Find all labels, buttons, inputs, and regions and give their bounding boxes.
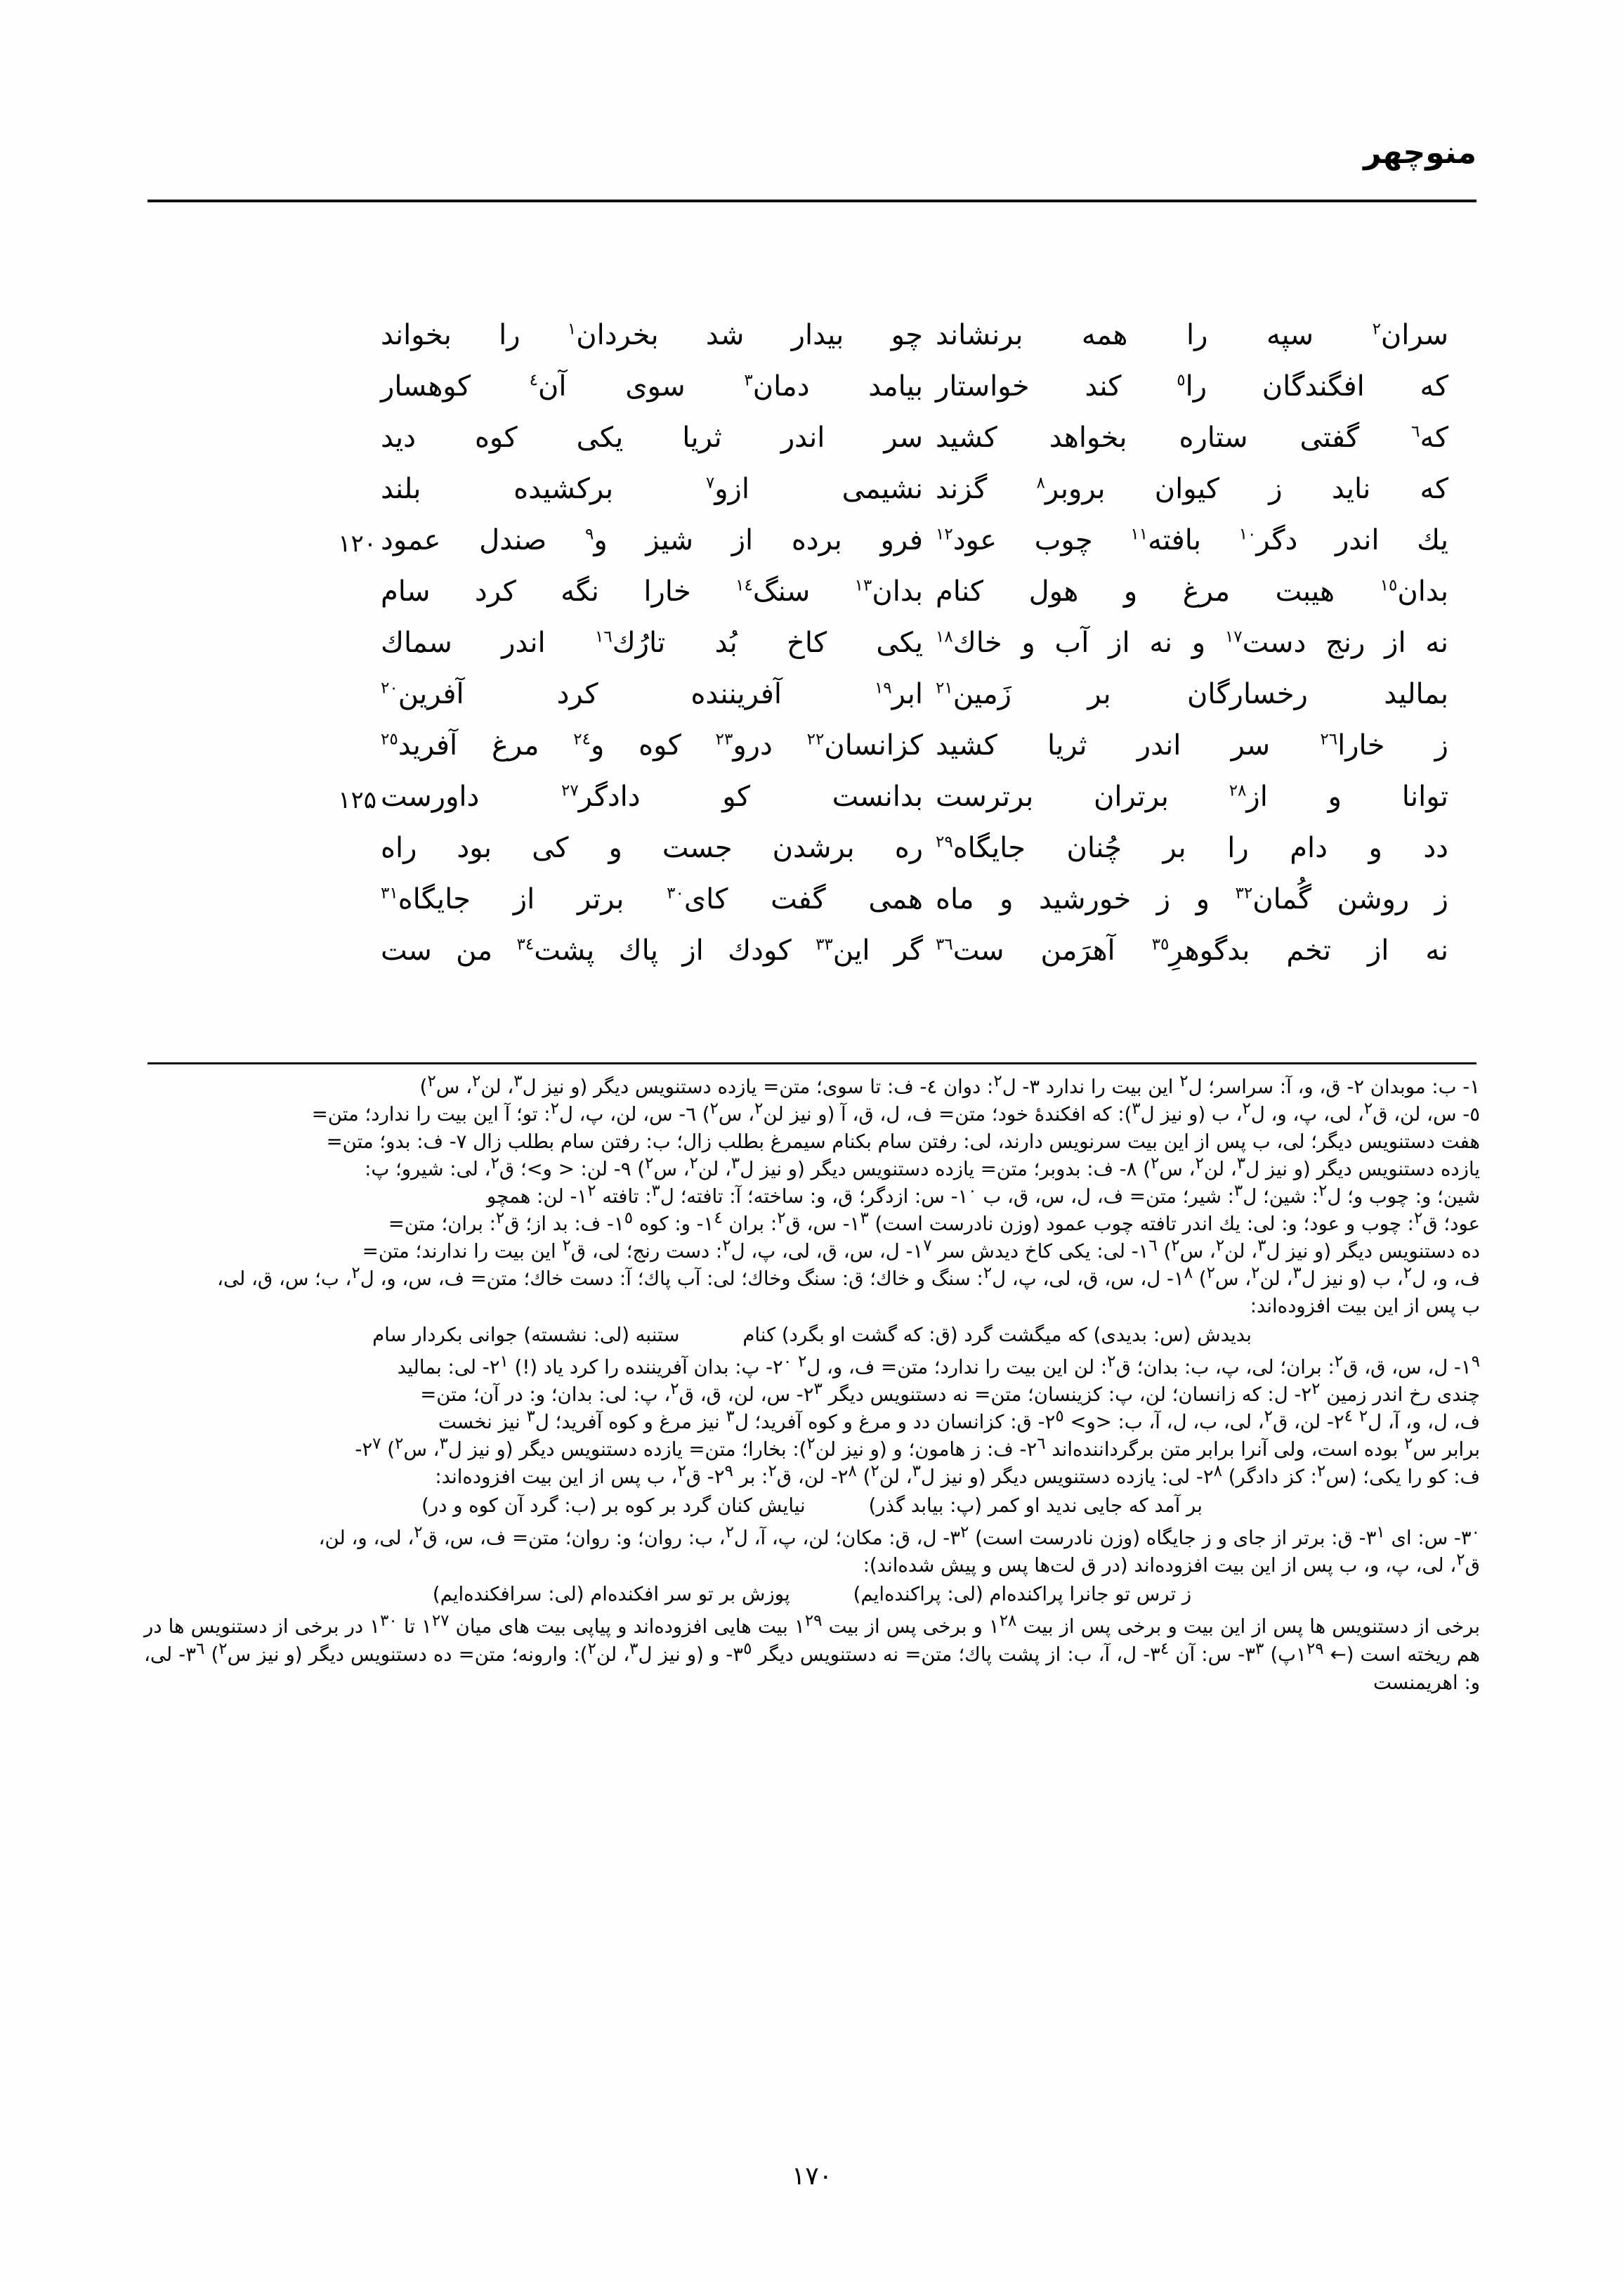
verse-line-number <box>313 318 381 325</box>
folio-number: ۱۷۰ <box>791 2162 832 2191</box>
apparatus-note-line: ف، ل، و، آ، ل$^٢$ ٢$^٤$- لن، ق$^٢$، لی، ب، ل، آ، ب: <و> ٢$^٥$- ق: کزانسان دد و مرغ و کوه آفرید؛ ل$^٣$ نیز مرغ و کوه آفرید؛ ل$^٣$ نیز نخست <box>438 1407 1480 1433</box>
verse-line-number <box>313 933 381 940</box>
variant-hemistich-left: بر آمد که جایی ندید او کمر (پ: بیابد گذر) <box>868 1494 1203 1517</box>
verse-couplet <box>148 625 1476 677</box>
apparatus-closing-note: برخی از دستنویس ها پس از این بیت و برخی پس از بیت ١$^{٢٨}$ و برخی پس از بیت ١$^{٢٩}$ بیت هایی افزوده‌اند و پیاپی بیت های میان ١$^{٢٧}$ تا ١$^{٣٠}$ در برخی از دستنویس ها در هم ریخته است (← ١$^{٢٩}$پ) ٣$^٣$- س: آن ٣$^٤$- ل، آ، ب: از پشت پاك؛ متن= نه دستنویس دیگر ٣$^٥$- و (و نیز ل$^٣$، لن$^٢$): وارونه؛ متن= ده دستنویس دیگر (و نیز س$^٢$) ٣$^٦$- لی، و: اهریمنست <box>144 1611 1480 1694</box>
variant-hemistich-left: ز ترس تو جانرا پراکنده‌ام (لی: پراکنده‌ایم) <box>853 1583 1192 1605</box>
hemistich-left: که افگندگان را$^٥$ کند خواستار <box>936 370 1448 403</box>
apparatus-note-line: ق$^٢$، لی، پ، و، ب پس از این بیت افزوده‌اند (در ق لت‌ها پس و پیش شده‌اند): <box>863 1550 1480 1577</box>
verse-couplet <box>148 369 1476 420</box>
verse-couplet <box>148 318 1476 369</box>
hemistich-right: ابر$^{١٩}$ آفریننده کرد آفرین$^{٢٠}$ <box>381 678 923 710</box>
apparatus-variant-couplet <box>144 1320 1480 1354</box>
hemistich-right: کزانسان$^{٢٢}$ درو$^{٢٣}$ کوه و$^{٢٤}$ مرغ آفرید$^{٢٥}$ <box>381 729 923 762</box>
hemistich-left: که ناید ز کیوان بروبر$^٨$ گزند <box>936 473 1448 505</box>
running-head-rule <box>148 200 1476 202</box>
apparatus-note-line: شین؛ و: چوب و؛ ل$^٢$: شین؛ ل$^٣$: شیر؛ متن= ف، ل، س، ق، ب ١$^٠$- س: ازدگر؛ ق، و: ساخته؛ آ: تافته؛ ل$^٣$: تافته ١$^٢$- لن: همچو <box>487 1181 1480 1208</box>
hemistich-left: بدان$^{١٥}$ هیبت مرغ و هول کنام <box>936 575 1448 608</box>
hemistich-left: بمالید رخسارگان بر زَمین$^{٢١}$ <box>936 678 1448 710</box>
apparatus-note-line: ف: کو را یکی؛ (س$^٢$: کز دادگر) ٢$^٨$- لی: یازده دستنویس دیگر (و نیز ل$^٣$، لن$^٢$) ٢$^٨$- لن، ق$^٢$: بر ٢$^٩$- ق$^٢$، ب پس از این بیت افزوده‌اند: <box>435 1461 1480 1488</box>
apparatus-note-line: ده دستنویس دیگر (و نیز ل$^٣$، لن$^٢$، س$^٢$) ١$^٦$- لی: یکی کاخ دیدش سر ١$^٧$- ل، س، ق، لی، پ، ل$^٢$: دست رنج؛ لی، ق$^٢$ این بیت را ندارند؛ متن= <box>362 1236 1480 1263</box>
verse-line-number <box>313 677 381 684</box>
verse-couplet <box>148 830 1476 882</box>
hemistich-left: نه از رنج دست$^{١٧}$ و نه از آب و خاك$^{١٨}$ <box>936 627 1448 659</box>
verse-line-number <box>313 830 381 837</box>
apparatus-note-line: ٥- س، لن، ق$^٢$، لی، پ، و، ل$^٢$، ب (و نیز ل$^٣$): که افکندهٔ خود؛ متن= ف، ل، ق، آ (و نیز لن$^٢$، س$^٢$) ٦- س، لن، پ، ل$^٢$: تو؛ آ این بیت را ندارد؛ متن= <box>311 1099 1480 1126</box>
apparatus-note-line: ٣$^٠$- س: ای ٣$^١$- ق: برتر از جای و ز جایگاه (وزن نادرست است) ٣$^٢$- ل، ق: مکان؛ لن، پ، آ، ل$^٢$، ب: روان؛ و: روان؛ متن= ف، س، ق$^٢$، لی، و، لن، <box>318 1523 1480 1549</box>
apparatus-note-line: ف، و، ل$^٢$، ب (و نیز ل$^٣$، لن$^٢$، س$^٢$) ١$^٨$- ل، س، ق، لی، پ، ل$^٢$: سنگ و خاك؛ ق: سنگ وخاك؛ لی: آب پاك؛ آ: دست خاك؛ متن= ف، س، و، ل$^٢$، ب؛ س، ق، لی، <box>217 1263 1480 1290</box>
apparatus-separator-rule <box>148 1062 1476 1064</box>
running-head-title: منوچهر <box>1363 135 1476 171</box>
verse-line-number <box>313 369 381 376</box>
hemistich-right: گر این$^{٣٣}$ کودك از پاك پشت$^{٣٤}$ من ست <box>381 934 923 967</box>
apparatus-note-line: ١- ب: موبدان ٢- ق، و، آ: سراسر؛ ل$^٢$ این بیت را ندارد ٣- ل$^٢$: دوان ٤- ف: تا سوی؛ متن= یازده دستنویس دیگر (و نیز ل$^٣$، لن$^٢$، س$^٢$) <box>419 1071 1480 1098</box>
hemistich-right: سر اندر ثریا یکی کوه دید <box>381 422 923 454</box>
variant-hemistich-right: پوزش بر تو سر افکنده‌ام (لی: سرافکنده‌ایم) <box>432 1583 790 1605</box>
verse-couplet <box>148 728 1476 779</box>
variant-hemistich-right: نیایش کنان گرد بر کوه بر (ب: گرد آن کوه و در) <box>421 1494 806 1517</box>
verse-line-number <box>313 471 381 478</box>
verse-couplet <box>148 933 1476 984</box>
hemistich-left: یك اندر دگر$^{١٠}$ بافته$^{١١}$ چوب عود$^{١٢}$ <box>936 524 1448 556</box>
variant-hemistich-left: بدیدش (س: بدیدی) که میگشت گرد (ق: که گشت او بگرد) کنام <box>742 1324 1252 1346</box>
apparatus-note-line: یازده دستنویس دیگر (و نیز ل$^٣$، لن$^٢$، س$^٢$) ٨- ف: بدوبر؛ متن= یازده دستنویس دیگر (و نیز ل$^٣$، لن$^٢$، س$^٢$) ٩- لن: < و>؛ ق$^٢$، لی: شیرو؛ پ: <box>365 1154 1480 1180</box>
verse-couplet <box>148 677 1476 728</box>
hemistich-right: بیامد دمان$^٣$ سوی آن$^٤$ کوهسار <box>381 370 924 403</box>
hemistich-left: دد و دام را بر چُنان جایگاه$^{٢٩}$ <box>936 832 1448 864</box>
verse-line-number <box>313 728 381 735</box>
verse-couplet <box>148 471 1476 523</box>
hemistich-left: سران$^٢$ سپه را همه برنشاند <box>936 319 1448 351</box>
verse-block <box>148 318 1476 984</box>
apparatus-variant-couplet <box>144 1579 1480 1613</box>
verse-line-number <box>313 625 381 632</box>
hemistich-left: توانا و از$^{٢٨}$ برتران برترست <box>936 781 1448 813</box>
hemistich-right: بدان$^{١٣}$ سنگ$^{١٤}$ خارا نگه کرد سام <box>381 575 924 608</box>
variant-hemistich-right: ستنبه (لی: نشسته) جوانی بکردار سام <box>372 1324 680 1346</box>
hemistich-left: نه از تخم بدگوهرِ$^{٣٥}$ آهرَمن ست$^{٣٦}$ <box>936 934 1449 967</box>
verse-line-number: ۱۲۰ <box>338 530 376 558</box>
verse-line-number: ۱۲۵ <box>338 786 376 814</box>
hemistich-right: چو بیدار شد بخردان$^١$ را بخواند <box>381 319 924 351</box>
verse-line-number <box>313 420 381 427</box>
apparatus-note-line: ب پس از این بیت افزوده‌اند: <box>1250 1295 1480 1317</box>
hemistich-left: ز خارا$^{٢٦}$ سر اندر ثریا کشید <box>936 729 1448 762</box>
verse-couplet <box>148 420 1476 471</box>
hemistich-right: یکی کاخ بُد تارُك$^{١٦}$ اندر سماك <box>381 627 923 659</box>
apparatus-variant-couplet <box>144 1491 1480 1525</box>
verse-couplet <box>148 523 1476 574</box>
hemistich-left: که$^٦$ گفتی ستاره بخواهد کشید <box>936 422 1448 454</box>
hemistich-right: نشیمی ازو$^٧$ برکشیده بلند <box>381 473 923 505</box>
hemistich-right: فرو برده از شیز و$^٩$ صندل عمود <box>381 524 923 556</box>
apparatus-note-line: چندی رخ اندر زمین ٢$^٢$- ل: که زانسان؛ لن، پ: کزینسان؛ متن= نه دستنویس دیگر ٢$^٣$- س، لن، ق، ق$^٢$، پ: لی: بدان؛ و: در آن؛ متن= <box>420 1379 1480 1406</box>
apparatus-note-line: ١$^٩$- ل، س، ق، ق$^٢$: بران؛ لی، پ، ب: بدان؛ ق$^٢$: لن این بیت را ندارد؛ متن= ف، و، ل$^٢$ ٢$^٠$- پ: بدان آفریننده را کرد یاد (!) ٢$^١$- لی: بمالید <box>397 1352 1480 1378</box>
apparatus-note-line: هفت دستنویس دیگر؛ لی، ب پس از این بیت سرنویس دارند، لی: رفتن سام بکنام سیمرغ بطلب زال؛ ب: رفتن سام بطلب زال ٧- ف: بدو؛ متن= <box>326 1130 1480 1153</box>
verse-couplet <box>148 882 1476 933</box>
verse-couplet <box>148 779 1476 830</box>
hemistich-left: ز روشن گُمان$^{٣٢}$ و ز خورشید و ماه <box>936 883 1449 915</box>
apparatus-note-line: برابر س$^٢$ بوده است، ولی آنرا برابر متن برگرداننده‌اند ٢$^٦$- ف: ز هامون؛ و (و نیز لن$^٢$): بخارا؛ متن= یازده دستنویس دیگر (و نیز ل$^٣$، س$^٢$) ٢$^٧$- <box>355 1434 1480 1461</box>
verse-line-number <box>313 574 381 581</box>
hemistich-right: ره برشدن جست و کی بود راه <box>381 832 923 864</box>
critical-apparatus <box>144 1071 1480 1697</box>
running-head <box>148 135 1476 205</box>
verse-line-number <box>313 882 381 889</box>
hemistich-right: همی گفت کای$^{٣٠}$ برتر از جایگاه$^{٣١}$ <box>381 883 923 915</box>
apparatus-note-line: عود؛ ق$^٢$: چوب و عود؛ و: لی: یك اندر تافته چوب عمود (وزن نادرست است) ١$^٣$- س، ق$^٢$: بران ١$^٤$- و: کوه ١$^٥$- ف: بد از؛ ق$^٢$: بران؛ متن= <box>388 1208 1480 1235</box>
verse-couplet <box>148 574 1476 625</box>
hemistich-right: بدانست کو دادگر$^{٢٧}$ داورست <box>381 781 923 813</box>
